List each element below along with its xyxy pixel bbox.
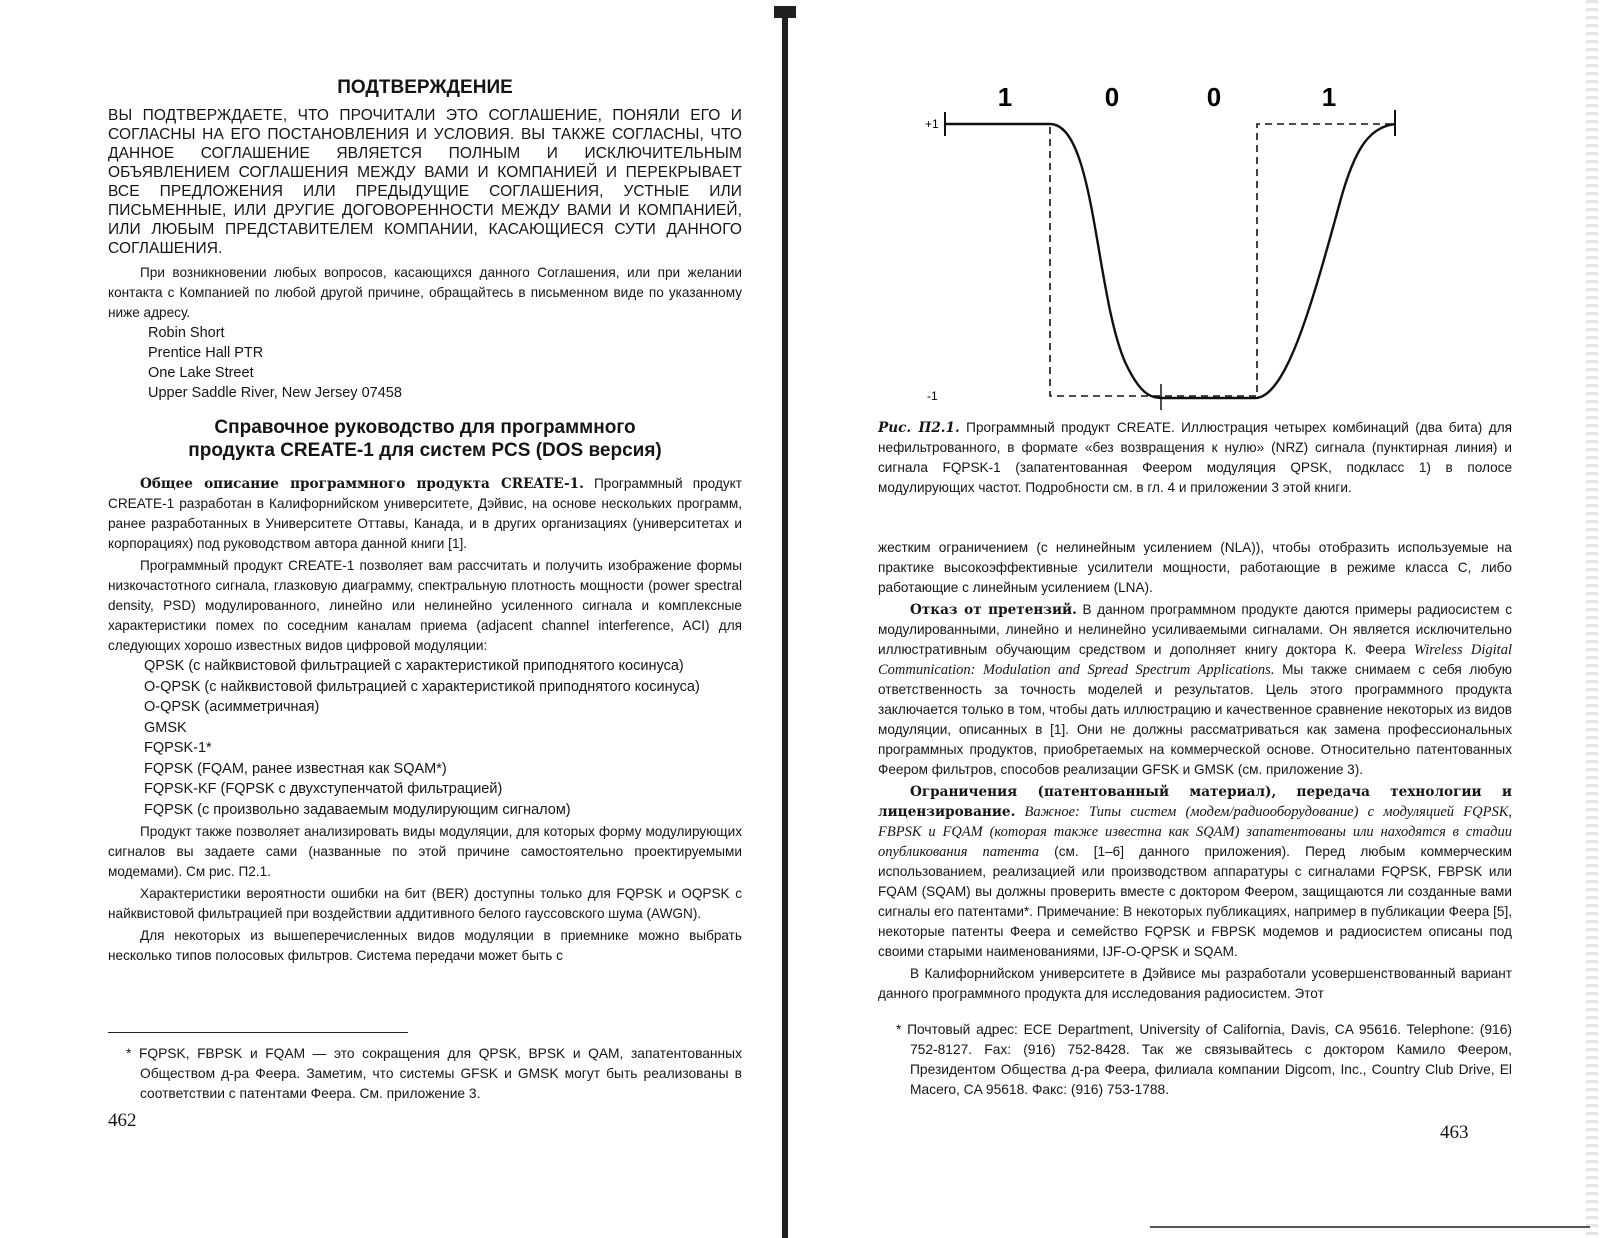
confirmation-section: [108, 76, 742, 403]
guide-title-line: Справочное руководство для программного: [214, 417, 636, 438]
bit-label: 0: [1104, 82, 1120, 112]
address-line: Robin Short: [148, 325, 225, 341]
list-item: QPSK (с найквистовой фильтрацией с характеристикой приподнятого косинуса): [144, 658, 684, 674]
nrz-dashed-signal: [945, 124, 1395, 396]
list-item: GMSK: [144, 719, 187, 736]
address-block: [148, 323, 742, 403]
filters-paragraph: Для некоторых из вышеперечисленных видов модуляции в приемнике можно выбрать несколько типов полосовых фильтров. Система передачи может быть с: [108, 928, 742, 963]
address-line: Prentice Hall PTR: [148, 345, 264, 361]
footnote-divider: [108, 1032, 408, 1033]
left-footnote: [108, 1044, 742, 1104]
list-item: O-QPSK (асимметричная): [144, 699, 320, 715]
plus-one-label: +1: [925, 117, 939, 131]
caption-lead: Рис. П2.1.: [878, 420, 960, 436]
footnote-text: * FQPSK, FBPSK и FQAM — это сокращения для QPSK, BPSK и QAM, запатентованных Обществом д-ра Феера. Заметим, что системы GFSK и GMSK могут быть реализованы в соответствии с патентами Феера. См. приложение 3.: [126, 1046, 742, 1101]
limitations-lead: Ограничения (патентованный материал), передача технологии и лицензирование.: [878, 784, 1512, 820]
ber-paragraph: Характеристики вероятности ошибки на бит (BER) доступны только для FQPSK и OQPSK с найквистовой фильтрацией при воздействии аддитивного белого гауссовского шума (AWGN).: [108, 886, 742, 921]
disclaimer-lead: Отказ от претензий.: [910, 602, 1077, 618]
davis-paragraph: В Калифорнийском университете в Дэйвисе мы разработали усовершенствованный вариант данного программного продукта для исследования радиосистем. Этот: [878, 966, 1512, 1001]
list-item: FQPSK (с произвольно задаваемым модулирующим сигналом): [144, 801, 571, 818]
general-description-lead: Общее описание программного продукта CREATE-1.: [140, 476, 584, 492]
confirmation-caps-text: ВЫ ПОДТВЕРЖДАЕТЕ, ЧТО ПРОЧИТАЛИ ЭТО СОГЛАШЕНИЕ, ПОНЯЛИ ЕГО И СОГЛАСНЫ НА ЕГО ПОСТАНОВЛЕНИЯ И УСЛОВИЯ. ВЫ ТАКЖЕ СОГЛАСНЫ, ЧТО ДАННОЕ СОГЛАШЕНИЕ ЯВЛЯЕТСЯ ПОЛНЫМ И ИСКЛЮЧИТЕЛЬНЫМ ОБЪЯВЛЕНИЕМ СОГЛАШЕНИЯ МЕЖДУ ВАМИ И КОМПАНИЕЙ И ПЕРЕКРЫВАЕТ ВСЕ ПРЕДЛОЖЕНИЯ ИЛИ ПРЕДЫДУЩИЕ СОГЛАШЕНИЯ, УСТНЫЕ ИЛИ ПИСЬМЕННЫЕ, ИЛИ ДРУГИЕ ДОГОВОРЕННОСТИ МЕЖДУ ВАМИ И КОМПАНИЕЙ, ИЛИ ЛЮБЫМ ПРЕДСТАВИТЕЛЕМ КОМПАНИИ, КАСАЮЩИЕСЯ СУТИ ДАННОГО СОГЛАШЕНИЯ.: [108, 107, 742, 257]
limitations-italic: Важное: Типы систем (модем/радиооборудование) с модуляцией FQPSK, FBPSK и FQAM (которая также известна как SQAM) запатентованы или находятся в стадии опубликования патента: [878, 804, 1512, 860]
fqpsk-signal-curve: [945, 124, 1395, 398]
disclaimer-text: В данном программном продукте даются примеры радиосистем с модулированными, линейно и нелинейно усиливаемыми сигналами. Он является исключительно иллюстративным обучающим средством и дополняет книгу доктора К. Феера: [878, 602, 1513, 657]
disclaimer-text: Мы также снимаем с себя любую ответственность за точность моделей и результатов. Цель этого программного продукта заключается только в том, чтобы дать иллюстрацию и качественное сравнение некоторых из видов модуляции, описанных в [1]. Они не должны рассматриваться как замена профессиональных программных продуктов, приобретаемых на коммерческой основе. Относительно патентованных Феером фильтров, способов реализации GFSK и GMSK (см. приложение 3).: [878, 662, 1513, 777]
page-number: 462: [108, 1110, 137, 1131]
custom-modems-paragraph: Продукт также позволяет анализировать виды модуляции, для которых форму модулирующих сигналов вы задаете сами (названные по этой причине самостоятельно проектируемыми модемами). См рис. П2.1.: [108, 824, 742, 879]
figure-caption: [878, 418, 1512, 498]
guide-title: [108, 416, 742, 462]
general-description-paragraph: [108, 474, 742, 554]
book-title: Wireless Digital Communication: Modulation and Spread Spectrum Applications.: [878, 642, 1512, 678]
caption-body: Программный продукт CREATE. Иллюстрация четырех комбинаций (два бита) для нефильтрованного, в формате «без возвращения к нулю» (NRZ) сигнала (пунктирная линия) и сигнала FQPSK-1 (запатентованная Феером модуляция QPSK, подкласс 1) в полосе модулирующих частот. Подробности см. в гл. 4 и приложении 3 этой книги.: [878, 420, 1512, 495]
bit-label: 1: [997, 82, 1013, 112]
waveform-diagram: [925, 72, 1425, 412]
caption-text: [878, 418, 1512, 498]
right-footnote: [878, 1020, 1512, 1100]
list-item: FQPSK-KF (FQPSK с двухступенчатой фильтрацией): [144, 781, 503, 797]
limitations-text: (см. [1–6] данного приложения). Перед любым коммерческим использованием, реализацией или производством аппаратуры с сигналами FQPSK, FBPSK или FQAM (SQAM) вы должны проверить вместе с доктором Феером, защищаются ли созданные вами сигналы его патентами*. Примечание: В некоторых публикациях, например в публикации Феера [5], некоторые патенты Феера и семейство FQPSK и FBPSK модемов и радиосистем описаны под своими старыми наименованиями, IJF-O-QPSK и SQAM.: [878, 844, 1512, 959]
modulation-list: [108, 656, 742, 820]
list-item: O-QPSK (с найквистовой фильтрацией с характеристикой приподнятого косинуса): [144, 678, 700, 695]
guide-title-line: продукта CREATE-1 для систем PCS (DOS версия): [188, 440, 662, 461]
spine-shadow: [782, 12, 788, 1238]
guide-section: [108, 416, 742, 966]
address-line: Upper Saddle River, New Jersey 07458: [148, 385, 402, 401]
right-page: [790, 0, 1600, 1238]
capabilities-paragraph: Программный продукт CREATE-1 позволяет вам рассчитать и получить изображение формы низкочастотного сигнала, глазковую диаграмму, спектральную плотность мощности (power spectral density, PSD) модулированного, линейно или нелинейно усиленного сигнала и комплексные характеристики помех по соседним каналам приема (adjacent channel interference, ACI) для следующих хорошо известных видов цифровой модуляции:: [108, 558, 742, 653]
continued-paragraph: жестким ограничением (с нелинейным усилением (NLA)), чтобы отобразить используемые на практике высокоэффективные усилители мощности, работающие в режиме класса С, либо работающие с линейным усилением (LNA).: [878, 540, 1512, 595]
confirmation-title: ПОДТВЕРЖДЕНИЕ: [337, 77, 513, 98]
minus-one-label: -1: [927, 389, 938, 403]
left-page: [0, 0, 770, 1238]
list-item: FQPSK (FQAM, ранее известная как SQAM*): [144, 760, 447, 777]
limitations-paragraph: [878, 782, 1512, 962]
disclaimer-paragraph: [878, 600, 1512, 780]
general-description-text: Программный продукт CREATE-1 разработан в Калифорнийском университете, Дэйвис, на основе нескольких программ, ранее разработанных в Университете Оттавы, Канада, и в других организациях (университетах и корпорациях) под руководством автора данной книги [1].: [108, 476, 742, 551]
bit-label: 1: [1321, 82, 1337, 112]
address-line: One Lake Street: [148, 365, 254, 381]
contact-paragraph: При возникновении любых вопросов, касающихся данного Соглашения, или при желании контакта с Компанией по любой другой причине, обращайтесь в письменном виде по указанному ниже адресу.: [108, 265, 742, 320]
list-item: FQPSK-1*: [144, 740, 212, 756]
nrz-fqpsk-figure: [925, 72, 1425, 412]
page-number: 463: [1440, 1122, 1469, 1143]
footnote-text: * Почтовый адрес: ECE Department, University of California, Davis, CA 95616. Telephone: (916) 752-8127. Fax: (916) 752-8428. Так же связывайтесь с доктором Камило Феером, Президентом Общества д-ра Феера, филиала компании Digcom, Inc., Country Club Drive, El Macero, CA 95618. Факс: (916) 753-1788.: [896, 1022, 1512, 1097]
bit-label: 0: [1206, 82, 1222, 112]
right-body: [878, 538, 1512, 1004]
